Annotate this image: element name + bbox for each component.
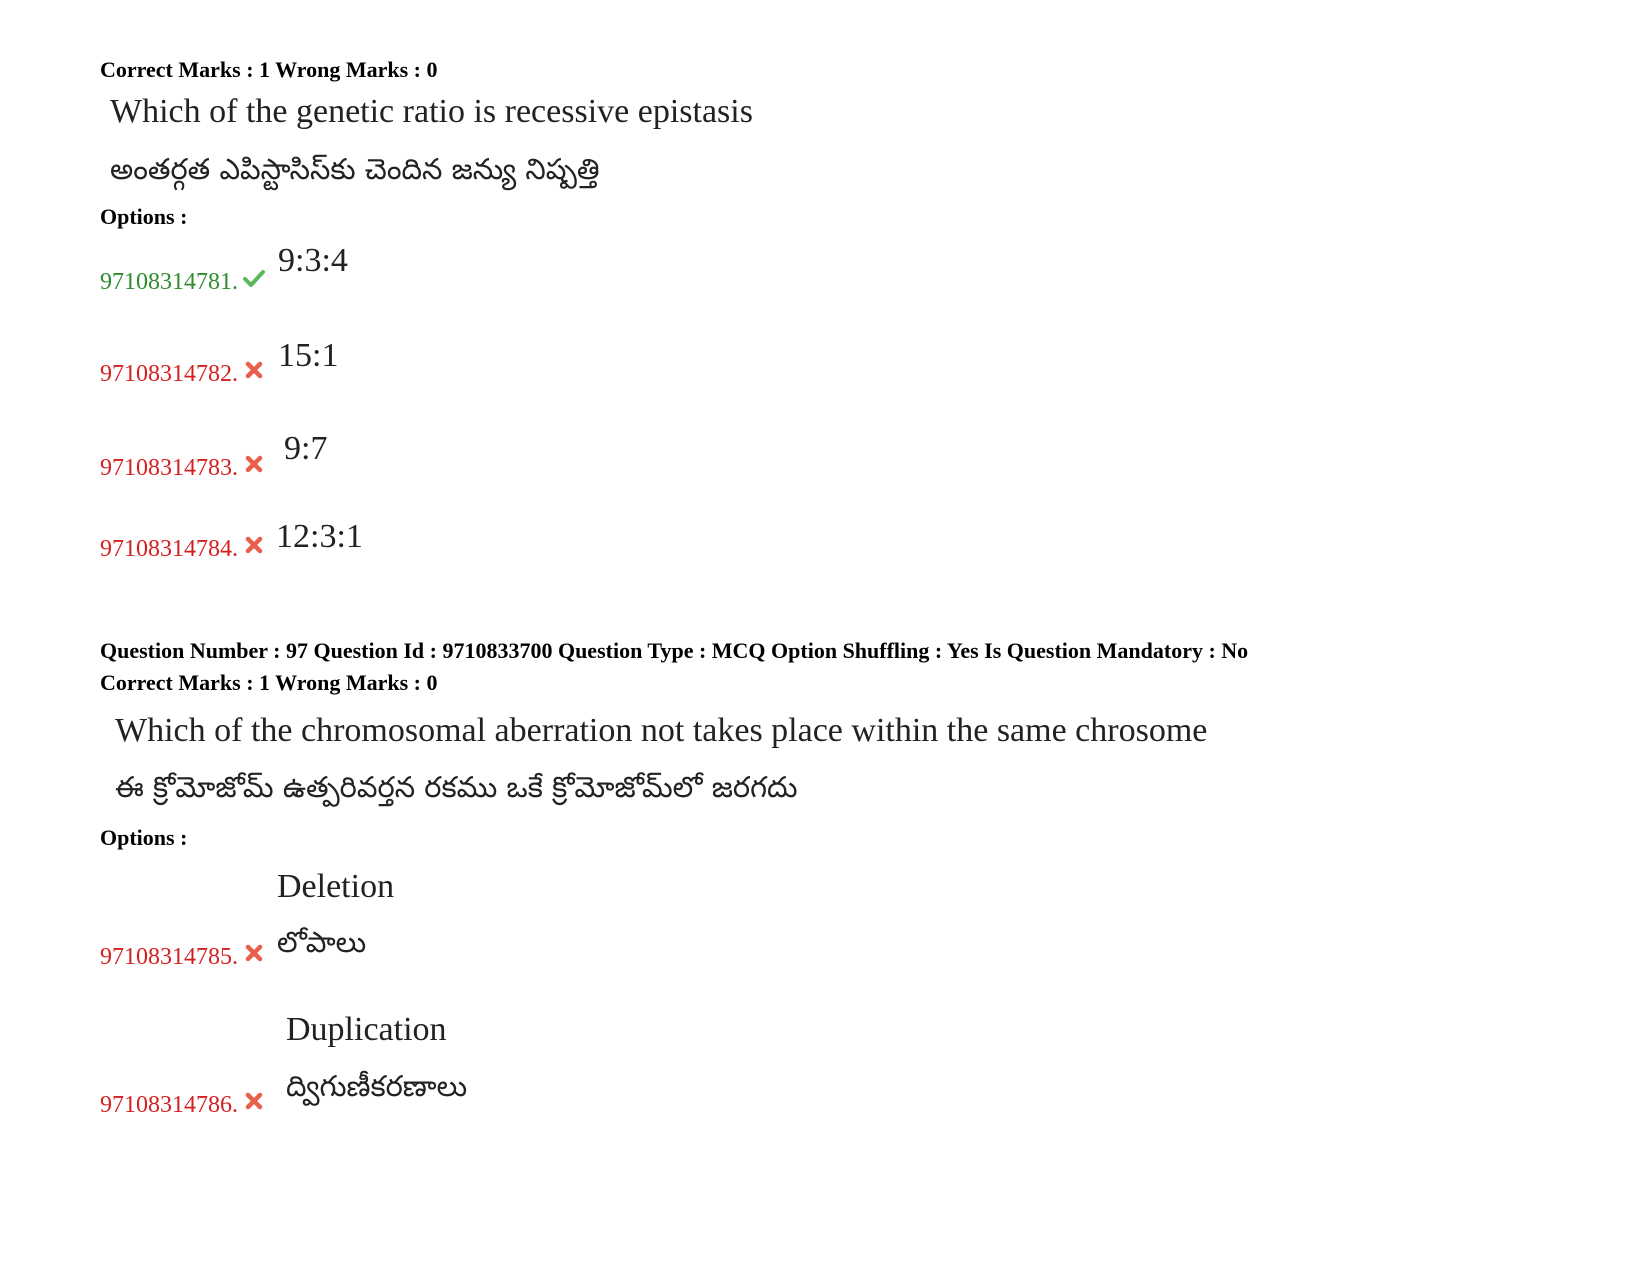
q96-question-text-te: అంతర్గత ఎపిస్టాసిస్‌కు చెందిన జన్యు నిష్పత్తి <box>110 152 600 186</box>
q96-marks: Correct Marks : 1 Wrong Marks : 0 <box>100 57 438 82</box>
option-id: 97108314783. <box>100 455 238 481</box>
cross-icon <box>242 452 266 476</box>
q96-question-text-en: Which of the genetic ratio is recessive epistasis <box>110 93 753 130</box>
option-id: 97108314781. <box>100 269 238 295</box>
cross-icon <box>242 941 266 965</box>
q97-header: Question Number : 97 Question Id : 9710833700 Question Type : MCQ Option Shuffling : Yes Is Question Mandatory : No <box>100 638 1249 663</box>
cross-icon <box>242 1089 266 1113</box>
q97-question-text-en: Which of the chromosomal aberration not takes place within the same chrosome <box>115 712 1208 749</box>
option-id: 97108314785. <box>100 944 238 970</box>
q97-marks: Correct Marks : 1 Wrong Marks : 0 <box>100 670 438 695</box>
option-value[interactable]: 15:1 <box>278 337 339 374</box>
option-value-te[interactable]: లోపాలు <box>277 925 367 959</box>
option-value[interactable]: 9:3:4 <box>278 242 348 279</box>
q97-options-label: Options : <box>100 825 188 850</box>
option-value[interactable]: 12:3:1 <box>276 518 363 555</box>
q97-question-text-te: ఈ క్రోమోజోమ్ ఉత్పరివర్తన రకము ఒకే క్రోమోజోమ్‌లో జరగదు <box>115 770 798 804</box>
option-value-en[interactable]: Duplication <box>286 1011 447 1048</box>
option-value-te[interactable]: ద్విగుణీకరణాలు <box>286 1069 468 1103</box>
option-id: 97108314786. <box>100 1092 238 1118</box>
option-value-en[interactable]: Deletion <box>277 868 395 905</box>
cross-icon <box>242 533 266 557</box>
option-value[interactable]: 9:7 <box>284 430 328 467</box>
q96-options-label: Options : <box>100 204 188 229</box>
option-id: 97108314784. <box>100 536 238 562</box>
check-icon <box>242 266 266 290</box>
cross-icon <box>242 358 266 382</box>
option-id: 97108314782. <box>100 361 238 387</box>
